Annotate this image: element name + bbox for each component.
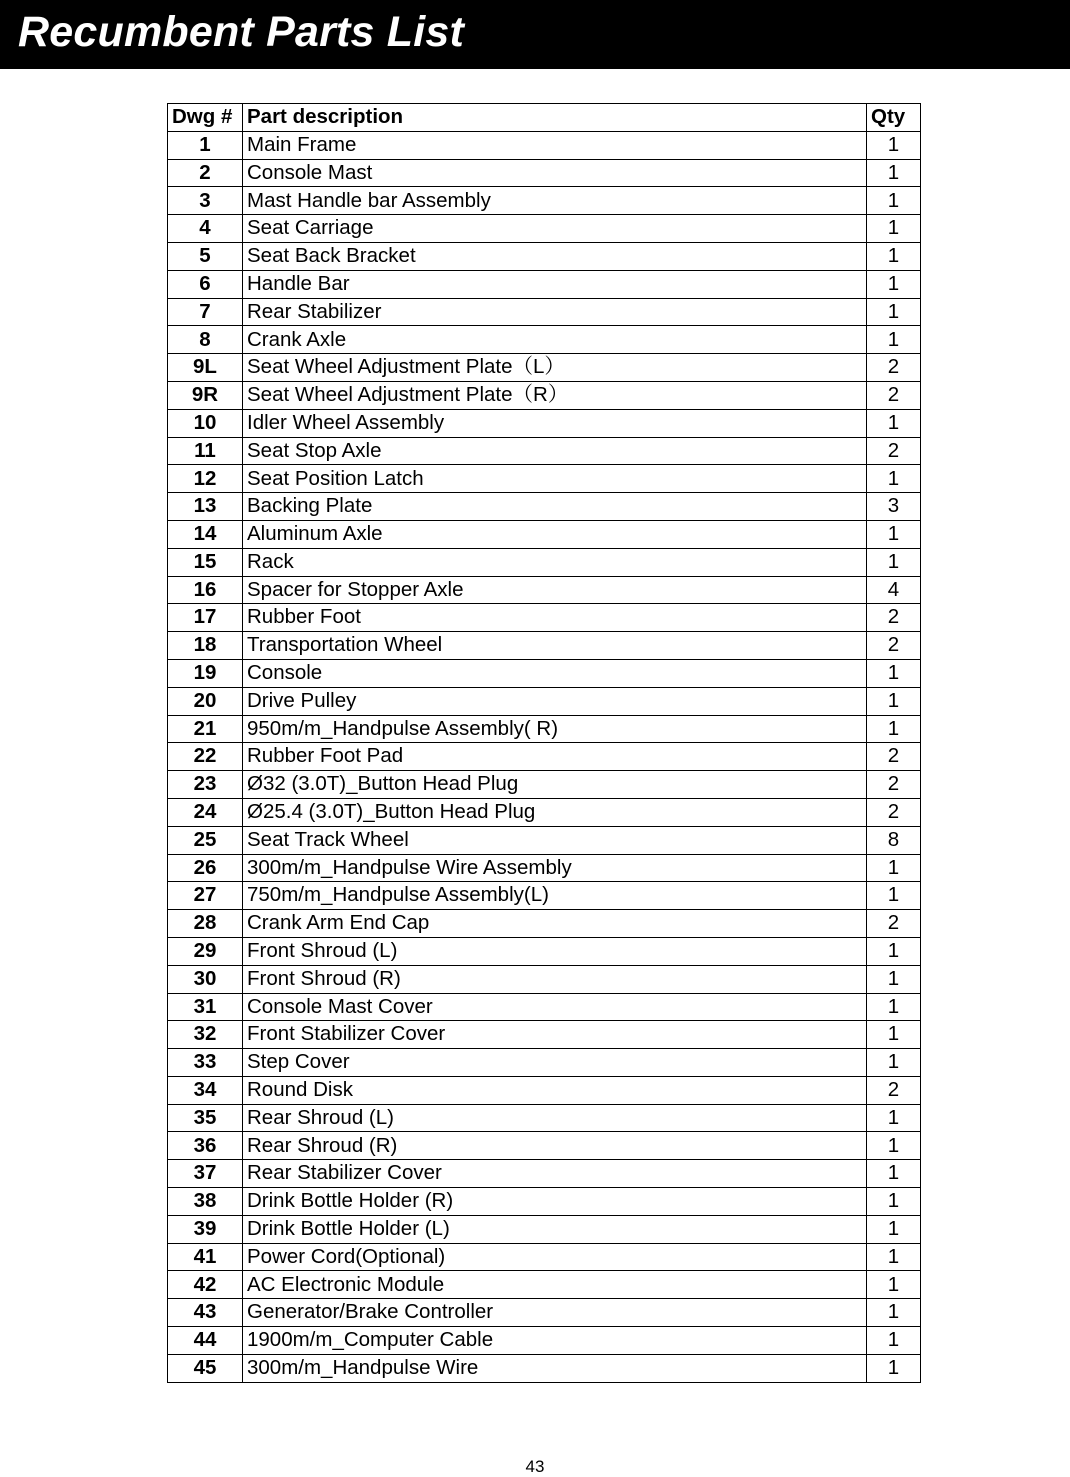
cell-description: Seat Back Bracket [243,242,867,270]
cell-description: Idler Wheel Assembly [243,409,867,437]
cell-dwg: 10 [168,409,243,437]
cell-dwg: 20 [168,687,243,715]
table-row [168,131,921,159]
header-description: Part description [243,104,867,132]
cell-qty: 1 [867,937,921,965]
cell-dwg: 11 [168,437,243,465]
cell-qty: 1 [867,326,921,354]
cell-qty: 1 [867,465,921,493]
cell-dwg: 8 [168,326,243,354]
cell-description: Drive Pulley [243,687,867,715]
cell-description: Front Shroud (L) [243,937,867,965]
cell-qty: 2 [867,743,921,771]
cell-dwg: 36 [168,1132,243,1160]
cell-qty: 1 [867,1188,921,1216]
table-row [168,1299,921,1327]
cell-qty: 1 [867,965,921,993]
cell-dwg: 39 [168,1215,243,1243]
cell-qty: 1 [867,715,921,743]
cell-dwg: 1 [168,131,243,159]
table-row [168,520,921,548]
table-row [168,437,921,465]
title-bar [0,0,1070,69]
table-row [168,993,921,1021]
table-row [168,1160,921,1188]
table-row [168,854,921,882]
cell-qty: 1 [867,1299,921,1327]
table-row [168,548,921,576]
cell-qty: 1 [867,159,921,187]
cell-description: Handle Bar [243,270,867,298]
table-row [168,910,921,938]
cell-qty: 1 [867,270,921,298]
cell-dwg: 13 [168,493,243,521]
table-row [168,1354,921,1382]
cell-qty: 2 [867,354,921,382]
cell-dwg: 22 [168,743,243,771]
cell-qty: 2 [867,381,921,409]
header-dwg: Dwg # [168,104,243,132]
cell-description: Console Mast Cover [243,993,867,1021]
table-row [168,937,921,965]
cell-qty: 3 [867,493,921,521]
table-row [168,965,921,993]
cell-dwg: 30 [168,965,243,993]
cell-qty: 1 [867,1049,921,1077]
table-row [168,798,921,826]
table-row [168,826,921,854]
cell-dwg: 34 [168,1076,243,1104]
cell-dwg: 43 [168,1299,243,1327]
cell-qty: 1 [867,882,921,910]
table-row [168,604,921,632]
cell-qty: 2 [867,604,921,632]
cell-dwg: 44 [168,1327,243,1355]
cell-description: Front Shroud (R) [243,965,867,993]
cell-description: 300m/m_Handpulse Wire Assembly [243,854,867,882]
cell-dwg: 35 [168,1104,243,1132]
cell-qty: 1 [867,548,921,576]
cell-description: Seat Position Latch [243,465,867,493]
cell-description: Seat Carriage [243,215,867,243]
cell-dwg: 25 [168,826,243,854]
table-row [168,187,921,215]
cell-description: Backing Plate [243,493,867,521]
cell-dwg: 2 [168,159,243,187]
table-row [168,270,921,298]
cell-dwg: 28 [168,910,243,938]
cell-dwg: 15 [168,548,243,576]
cell-dwg: 17 [168,604,243,632]
table-row [168,159,921,187]
cell-dwg: 45 [168,1354,243,1382]
cell-dwg: 3 [168,187,243,215]
cell-description: AC Electronic Module [243,1271,867,1299]
cell-description: Spacer for Stopper Axle [243,576,867,604]
cell-qty: 1 [867,1021,921,1049]
cell-description: Rack [243,548,867,576]
cell-dwg: 32 [168,1021,243,1049]
cell-description: Aluminum Axle [243,520,867,548]
cell-description: Generator/Brake Controller [243,1299,867,1327]
cell-description: Rear Shroud (L) [243,1104,867,1132]
table-row [168,1021,921,1049]
cell-dwg: 26 [168,854,243,882]
cell-dwg: 33 [168,1049,243,1077]
table-row [168,215,921,243]
cell-description: Seat Wheel Adjustment Plate（R） [243,381,867,409]
cell-qty: 1 [867,1104,921,1132]
table-row [168,882,921,910]
cell-dwg: 16 [168,576,243,604]
cell-dwg: 6 [168,270,243,298]
parts-table-body [168,131,921,1382]
table-row [168,1076,921,1104]
cell-description: Rear Shroud (R) [243,1132,867,1160]
cell-description: Ø32 (3.0T)_Button Head Plug [243,771,867,799]
table-row [168,326,921,354]
cell-qty: 1 [867,659,921,687]
cell-description: 750m/m_Handpulse Assembly(L) [243,882,867,910]
cell-dwg: 5 [168,242,243,270]
cell-qty: 2 [867,437,921,465]
table-row [168,1188,921,1216]
cell-qty: 1 [867,131,921,159]
table-row [168,743,921,771]
cell-qty: 1 [867,993,921,1021]
table-row [168,1243,921,1271]
cell-dwg: 42 [168,1271,243,1299]
table-row [168,1327,921,1355]
table-header-row [168,104,921,132]
cell-dwg: 9R [168,381,243,409]
cell-dwg: 21 [168,715,243,743]
cell-dwg: 9L [168,354,243,382]
cell-description: Rear Stabilizer Cover [243,1160,867,1188]
cell-qty: 1 [867,1354,921,1382]
cell-description: Drink Bottle Holder (R) [243,1188,867,1216]
cell-qty: 1 [867,687,921,715]
cell-dwg: 31 [168,993,243,1021]
cell-description: Transportation Wheel [243,632,867,660]
table-row [168,354,921,382]
header-qty: Qty [867,104,921,132]
cell-dwg: 7 [168,298,243,326]
cell-qty: 1 [867,1243,921,1271]
cell-qty: 2 [867,798,921,826]
table-row [168,659,921,687]
cell-description: Crank Axle [243,326,867,354]
cell-description: Ø25.4 (3.0T)_Button Head Plug [243,798,867,826]
cell-qty: 4 [867,576,921,604]
cell-qty: 1 [867,520,921,548]
table-row [168,381,921,409]
table-row [168,409,921,437]
cell-description: Console Mast [243,159,867,187]
cell-description: Seat Wheel Adjustment Plate（L） [243,354,867,382]
cell-description: 300m/m_Handpulse Wire [243,1354,867,1382]
cell-qty: 8 [867,826,921,854]
page-number: 43 [525,1457,545,1476]
table-row [168,465,921,493]
cell-description: Round Disk [243,1076,867,1104]
cell-dwg: 18 [168,632,243,660]
cell-description: Rubber Foot Pad [243,743,867,771]
table-row [168,715,921,743]
table-row [168,1049,921,1077]
cell-description: 1900m/m_Computer Cable [243,1327,867,1355]
table-row [168,493,921,521]
cell-dwg: 19 [168,659,243,687]
table-row [168,1271,921,1299]
cell-dwg: 37 [168,1160,243,1188]
cell-dwg: 27 [168,882,243,910]
cell-description: Seat Track Wheel [243,826,867,854]
cell-description: 950m/m_Handpulse Assembly( R) [243,715,867,743]
cell-description: Power Cord(Optional) [243,1243,867,1271]
cell-qty: 1 [867,298,921,326]
cell-description: Rear Stabilizer [243,298,867,326]
cell-description: Rubber Foot [243,604,867,632]
cell-qty: 1 [867,1271,921,1299]
cell-dwg: 4 [168,215,243,243]
cell-description: Seat Stop Axle [243,437,867,465]
table-row [168,242,921,270]
table-row [168,1104,921,1132]
cell-description: Mast Handle bar Assembly [243,187,867,215]
cell-dwg: 41 [168,1243,243,1271]
cell-dwg: 38 [168,1188,243,1216]
table-row [168,1132,921,1160]
table-row [168,771,921,799]
cell-qty: 2 [867,1076,921,1104]
cell-description: Step Cover [243,1049,867,1077]
cell-qty: 2 [867,632,921,660]
cell-dwg: 12 [168,465,243,493]
table-row [168,298,921,326]
cell-qty: 1 [867,1132,921,1160]
cell-dwg: 23 [168,771,243,799]
table-row [168,576,921,604]
cell-qty: 1 [867,854,921,882]
cell-qty: 1 [867,215,921,243]
table-row [168,1215,921,1243]
cell-qty: 1 [867,1327,921,1355]
cell-dwg: 29 [168,937,243,965]
cell-qty: 1 [867,1215,921,1243]
cell-dwg: 24 [168,798,243,826]
cell-description: Front Stabilizer Cover [243,1021,867,1049]
cell-description: Main Frame [243,131,867,159]
cell-qty: 1 [867,409,921,437]
cell-dwg: 14 [168,520,243,548]
cell-description: Drink Bottle Holder (L) [243,1215,867,1243]
table-row [168,632,921,660]
cell-description: Console [243,659,867,687]
cell-description: Crank Arm End Cap [243,910,867,938]
cell-qty: 1 [867,187,921,215]
cell-qty: 2 [867,910,921,938]
page-title: Recumbent Parts List [18,8,465,56]
cell-qty: 2 [867,771,921,799]
cell-qty: 1 [867,242,921,270]
cell-qty: 1 [867,1160,921,1188]
table-row [168,687,921,715]
parts-table [167,103,921,1383]
